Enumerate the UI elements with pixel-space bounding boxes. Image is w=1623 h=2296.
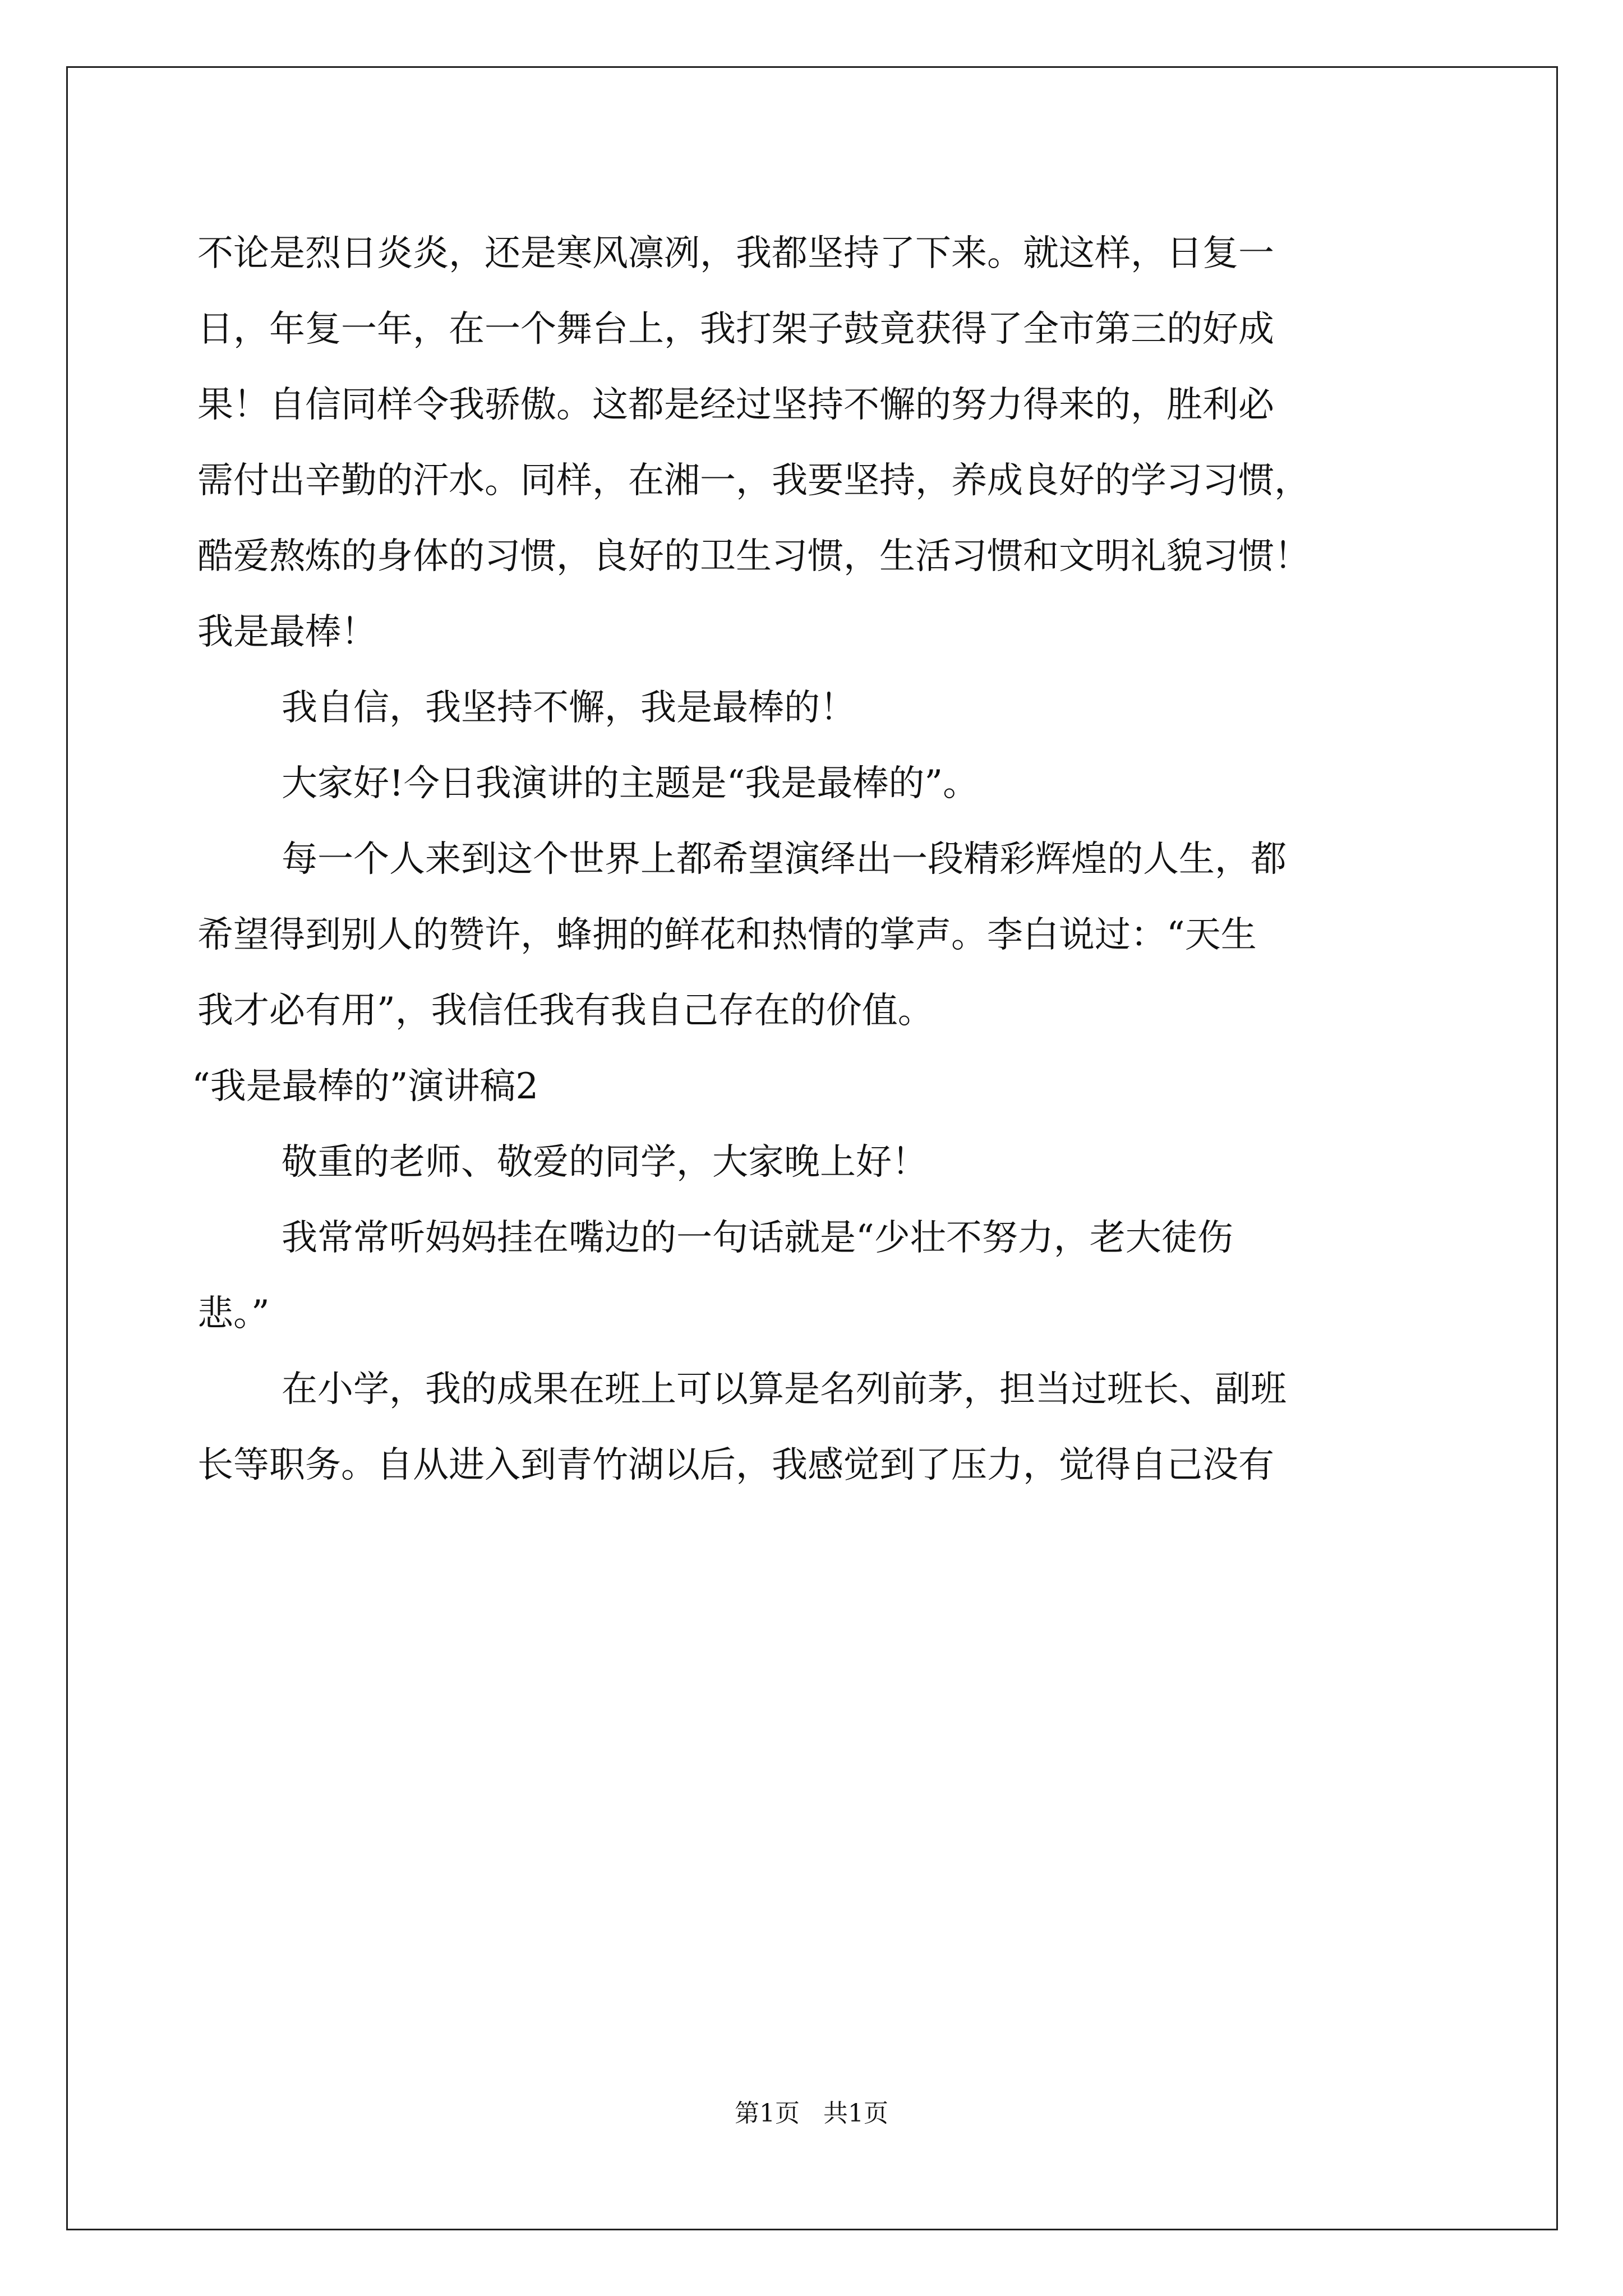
body-line: 需付出辛勤的汗水。同样，在湘一，我要坚持，养成良好的学习习惯， xyxy=(197,460,1310,501)
paragraph-line: 大家好!今日我演讲的主题是“我是最棒的”。 xyxy=(282,763,979,804)
body-line: 我是最棒！ xyxy=(197,611,377,653)
body-line: 我才必有用”，我信任我有我自己存在的价值。 xyxy=(197,990,934,1032)
paragraph-line: 每一个人来到这个世界上都希望演绎出一段精彩辉煌的人生，都 xyxy=(282,839,1287,880)
page-footer: 第1页 共1页 xyxy=(735,2099,888,2128)
paragraph-line: 敬重的老师、敬爱的同学，大家晚上好！ xyxy=(282,1142,928,1183)
body-line: 希望得到别人的赞许，蜂拥的鲜花和热情的掌声。李白说过：“天生 xyxy=(197,914,1257,956)
body-line: 酷爱熬炼的身体的习惯，良好的卫生习惯，生活习惯和文明礼貌习惯！ xyxy=(197,536,1310,577)
body-line: 日，年复一年，在一个舞台上，我打架子鼓竟获得了全市第三的好成 xyxy=(197,309,1274,350)
paragraph-line: 在小学，我的成果在班上可以算是名列前茅，担当过班长、副班 xyxy=(282,1369,1287,1410)
body-line: 长等职务。自从进入到青竹湖以后，我感觉到了压力，觉得自己没有 xyxy=(197,1444,1274,1486)
section-heading: “我是最棒的”演讲稿2 xyxy=(192,1066,539,1107)
body-line: 悲。” xyxy=(197,1293,270,1335)
body-line: 果！自信同样令我骄傲。这都是经过坚持不懈的努力得来的，胜利必 xyxy=(197,384,1274,426)
paragraph-line: 我自信，我坚持不懈，我是最棒的！ xyxy=(282,687,856,729)
paragraph-line: 我常常听妈妈挂在嘴边的一句话就是“少壮不努力，老大徒伤 xyxy=(282,1217,1233,1259)
body-line: 不论是烈日炎炎，还是寒风凛冽，我都坚持了下来。就这样，日复一 xyxy=(197,233,1274,274)
